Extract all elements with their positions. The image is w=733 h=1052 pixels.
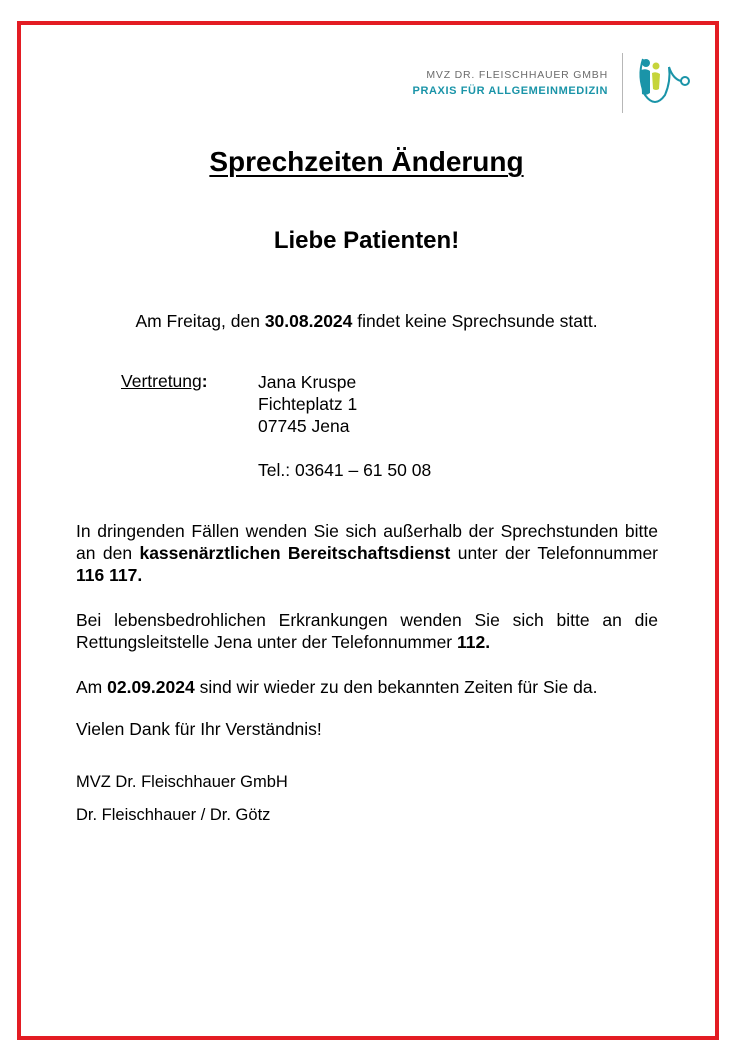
page-title: Sprechzeiten Änderung	[209, 146, 524, 177]
closure-notice: Am Freitag, den 30.08.2024 findet keine Sprechsunde statt.	[135, 311, 598, 331]
closure-date: 30.08.2024	[264, 311, 353, 331]
substitute-address	[258, 371, 431, 481]
emergency-service-paragraph: In dringenden Fällen wenden Sie sich außerhalb der Sprechstunden bitte an den kassenärztlichen Bereitschaftsdienst unter der Telefonnummer 116 117.	[76, 521, 658, 585]
stethoscope-figures-icon	[629, 53, 693, 113]
substitute-street: Fichteplatz 1	[258, 394, 358, 414]
substitute-city: 07745 Jena	[258, 416, 350, 436]
reopening-paragraph: Am 02.09.2024 sind wir wieder zu den bekannten Zeiten für Sie da.	[76, 677, 598, 697]
company-name: MVZ DR. FLEISCHHAUER GMBH	[426, 68, 608, 81]
thanks-line: Vielen Dank für Ihr Verständnis!	[76, 719, 322, 739]
rescue-paragraph: Bei lebensbedrohlichen Erkrankungen wenden Sie sich bitte an die Rettungsleitstelle Jena unter der Telefonnummer 112.	[76, 610, 658, 652]
substitute-name: Jana Kruspe	[258, 372, 357, 392]
letterhead-text	[413, 67, 622, 100]
practice-name: PRAXIS FÜR ALLGEMEINMEDIZIN	[412, 84, 608, 97]
signature-doctors: Dr. Fleischhauer / Dr. Götz	[76, 806, 271, 824]
substitute-phone: Tel.: 03641 – 61 50 08	[258, 460, 432, 480]
substitute-label: Vertretung:	[121, 371, 208, 391]
header-divider	[622, 53, 623, 113]
signature-company: MVZ Dr. Fleischhauer GmbH	[76, 773, 288, 791]
letterhead	[413, 52, 693, 114]
greeting: Liebe Patienten!	[273, 227, 460, 254]
